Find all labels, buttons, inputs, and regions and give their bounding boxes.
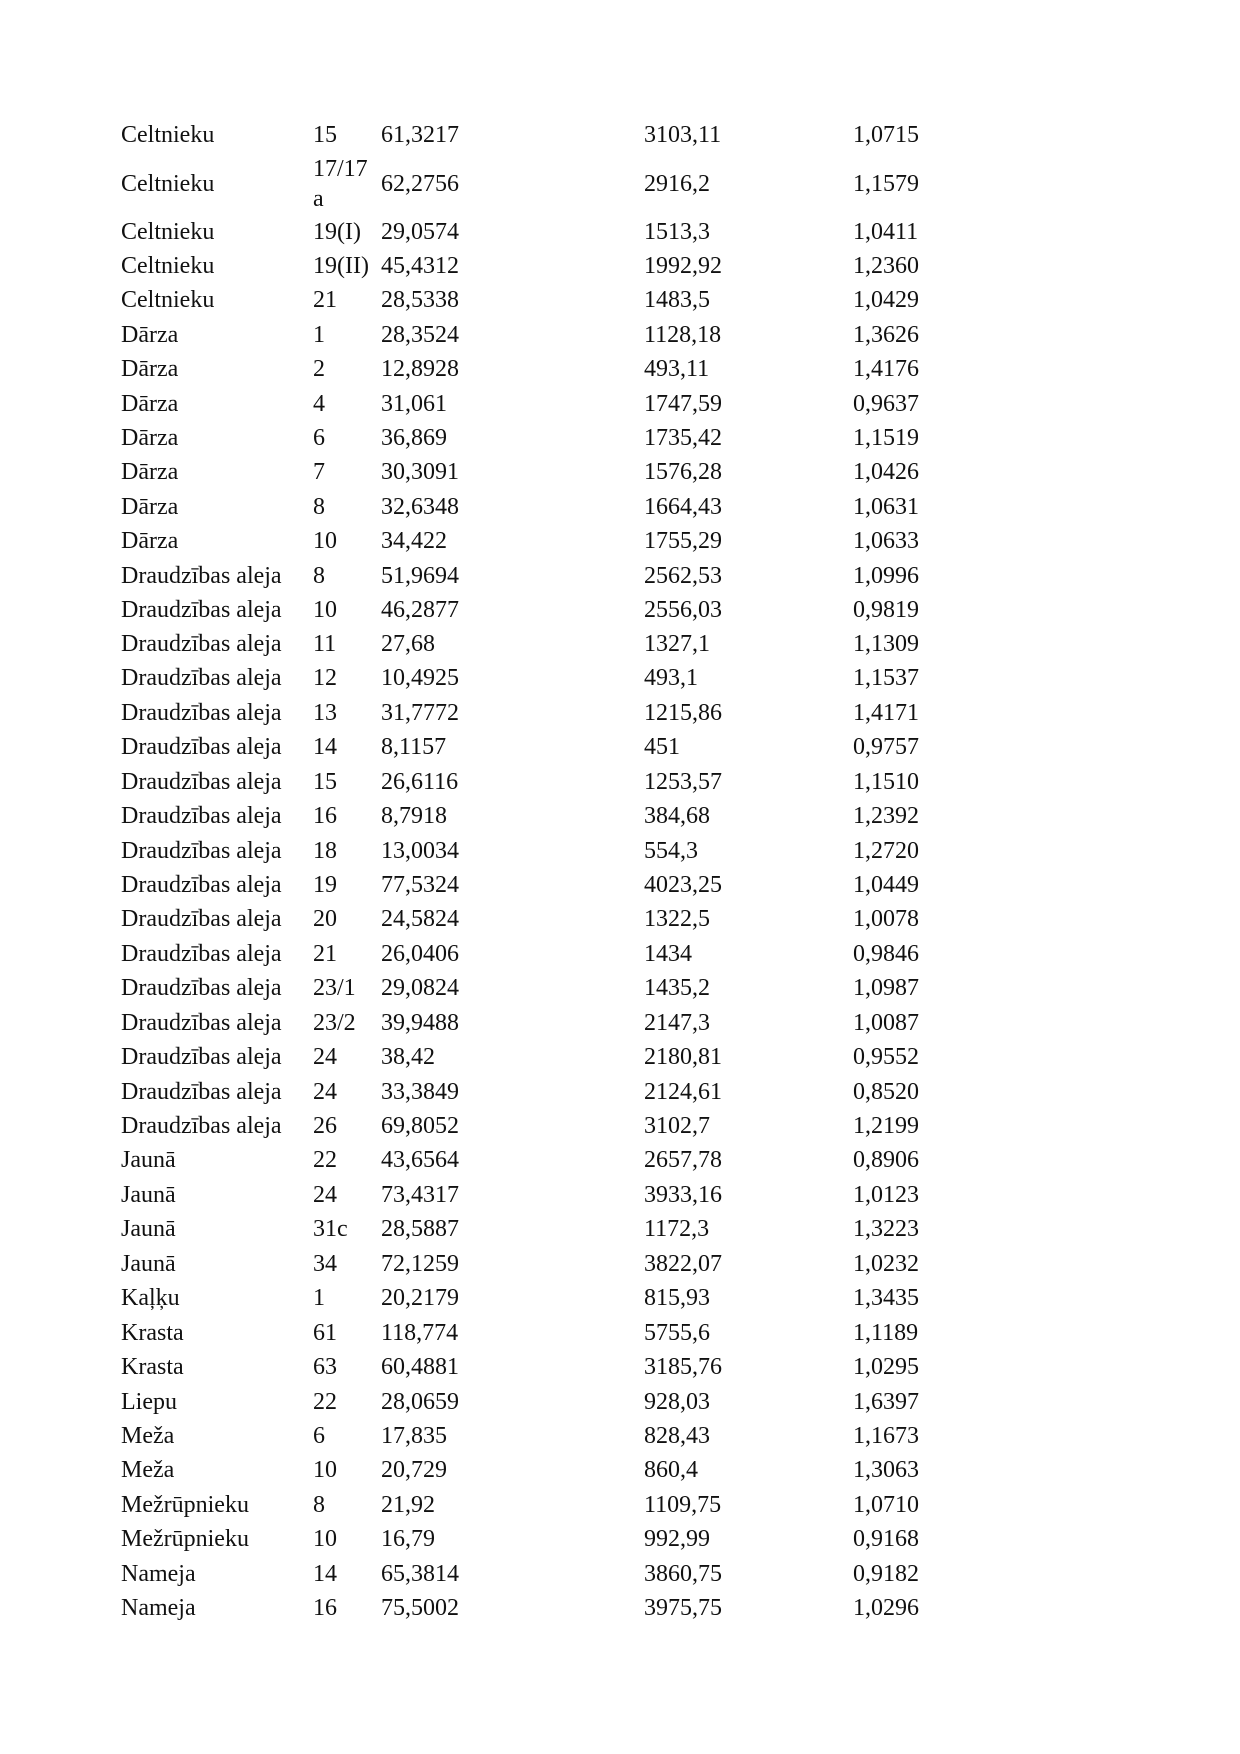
value-a: 31,7772 [381,700,459,726]
house-number: 8 [313,563,325,589]
value-c: 1,0087 [853,1010,919,1036]
house-number: 10 [313,528,337,554]
house-number: 23/2 [313,1010,356,1036]
value-c: 1,2392 [853,803,919,829]
street-name: Jaunā [121,1147,176,1173]
value-c: 1,0996 [853,563,919,589]
table-row [0,1247,1240,1281]
value-b: 554,3 [644,838,698,864]
street-name: Draudzības aleja [121,1010,282,1036]
value-a: 31,061 [381,391,447,417]
street-name: Dārza [121,425,179,451]
value-c: 0,8520 [853,1079,919,1105]
street-name: Dārza [121,494,179,520]
street-name: Draudzības aleja [121,734,282,760]
table-row [0,1040,1240,1074]
value-a: 77,5324 [381,872,459,898]
house-number: 24 [313,1079,337,1105]
street-name: Draudzības aleja [121,975,282,1001]
value-b: 1483,5 [644,287,710,313]
value-a: 62,2756 [381,171,459,197]
house-number: 22 [313,1147,337,1173]
value-b: 1664,43 [644,494,722,520]
house-number: 19(I) [313,219,361,245]
house-number: 63 [313,1354,337,1380]
street-name: Nameja [121,1561,196,1587]
value-a: 26,6116 [381,769,459,795]
table-row [0,661,1240,695]
house-number: 23/1 [313,975,356,1001]
street-name: Jaunā [121,1216,176,1242]
value-a: 26,0406 [381,941,459,967]
house-number: 12 [313,665,337,691]
value-c: 1,0633 [853,528,919,554]
value-b: 2657,78 [644,1147,722,1173]
value-b: 2124,61 [644,1079,722,1105]
value-c: 0,9637 [853,391,919,417]
value-b: 1327,1 [644,631,710,657]
house-number: 14 [313,1561,337,1587]
street-name: Kaļķu [121,1285,180,1311]
value-b: 384,68 [644,803,710,829]
value-b: 5755,6 [644,1320,710,1346]
value-b: 2562,53 [644,563,722,589]
value-b: 1434 [644,941,692,967]
value-a: 33,3849 [381,1079,459,1105]
house-number: 19(II) [313,253,369,279]
value-c: 1,2360 [853,253,919,279]
value-c: 1,0078 [853,906,919,932]
value-c: 1,0232 [853,1251,919,1277]
table-row [0,1453,1240,1487]
house-number: 15 [313,122,337,148]
value-a: 13,0034 [381,838,459,864]
table-row [0,1006,1240,1040]
table-row [0,937,1240,971]
street-name: Draudzības aleja [121,872,282,898]
value-b: 3975,75 [644,1595,722,1621]
house-number: 7 [313,459,325,485]
street-name: Celtnieku [121,253,215,279]
value-a: 60,4881 [381,1354,459,1380]
street-name: Mežrūpnieku [121,1492,249,1518]
value-b: 860,4 [644,1457,698,1483]
value-a: 32,6348 [381,494,459,520]
value-b: 2180,81 [644,1044,722,1070]
house-number: 6 [313,425,325,451]
value-c: 1,4171 [853,700,919,726]
value-a: 10,4925 [381,665,459,691]
value-a: 28,5338 [381,287,459,313]
street-name: Krasta [121,1320,184,1346]
house-number: 8 [313,494,325,520]
value-a: 28,3524 [381,322,459,348]
house-number: 10 [313,597,337,623]
table-row [0,156,1240,212]
value-c: 1,0429 [853,287,919,313]
value-b: 815,93 [644,1285,710,1311]
street-name: Meža [121,1423,175,1449]
house-number: 24 [313,1182,337,1208]
value-c: 0,9552 [853,1044,919,1070]
value-c: 1,1309 [853,631,919,657]
table-row [0,318,1240,352]
table-row [0,971,1240,1005]
street-name: Draudzības aleja [121,631,282,657]
value-c: 0,9757 [853,734,919,760]
value-c: 1,6397 [853,1389,919,1415]
street-name: Draudzības aleja [121,665,282,691]
value-c: 1,1519 [853,425,919,451]
value-c: 1,0123 [853,1182,919,1208]
table-row [0,1212,1240,1246]
street-name: Celtnieku [121,122,215,148]
street-name: Dārza [121,459,179,485]
table-row [0,1316,1240,1350]
table-row [0,1557,1240,1591]
table-row [0,524,1240,558]
street-name: Dārza [121,528,179,554]
value-a: 29,0574 [381,219,459,245]
street-name: Draudzības aleja [121,597,282,623]
house-number: 61 [313,1320,337,1346]
house-number: 19 [313,872,337,898]
value-c: 1,0411 [853,219,919,245]
value-a: 38,42 [381,1044,435,1070]
value-a: 61,3217 [381,122,459,148]
value-b: 828,43 [644,1423,710,1449]
street-name: Draudzības aleja [121,941,282,967]
house-number: 20 [313,906,337,932]
street-name: Dārza [121,391,179,417]
street-name: Draudzības aleja [121,1079,282,1105]
value-b: 2916,2 [644,171,710,197]
value-b: 3822,07 [644,1251,722,1277]
street-name: Jaunā [121,1182,176,1208]
street-name: Nameja [121,1595,196,1621]
table-row [0,1385,1240,1419]
value-b: 1992,92 [644,253,722,279]
value-a: 17,835 [381,1423,447,1449]
value-c: 1,4176 [853,356,919,382]
house-number: 34 [313,1251,337,1277]
value-c: 1,3063 [853,1457,919,1483]
table-row [0,421,1240,455]
value-a: 16,79 [381,1526,435,1552]
value-a: 118,774 [381,1320,459,1346]
street-name: Krasta [121,1354,184,1380]
value-a: 36,869 [381,425,447,451]
table-row [0,249,1240,283]
street-name: Draudzības aleja [121,803,282,829]
value-c: 1,1673 [853,1423,919,1449]
value-b: 4023,25 [644,872,722,898]
value-a: 8,7918 [381,803,447,829]
value-c: 1,0631 [853,494,919,520]
value-a: 24,5824 [381,906,459,932]
value-b: 2556,03 [644,597,722,623]
house-number: 8 [313,1492,325,1518]
house-number: 10 [313,1457,337,1483]
house-number: 24 [313,1044,337,1070]
value-b: 1253,57 [644,769,722,795]
table-row [0,118,1240,152]
value-b: 1215,86 [644,700,722,726]
table-row [0,455,1240,489]
value-a: 65,3814 [381,1561,459,1587]
value-b: 2147,3 [644,1010,710,1036]
value-a: 28,5887 [381,1216,459,1242]
value-a: 28,0659 [381,1389,459,1415]
value-c: 0,9819 [853,597,919,623]
table-row [0,1075,1240,1109]
value-a: 73,4317 [381,1182,459,1208]
value-b: 493,11 [644,356,710,382]
value-a: 8,1157 [381,734,447,760]
table-row [0,490,1240,524]
value-c: 1,3435 [853,1285,919,1311]
value-a: 51,9694 [381,563,459,589]
value-b: 1513,3 [644,219,710,245]
street-name: Dārza [121,322,179,348]
value-b: 1435,2 [644,975,710,1001]
value-b: 1322,5 [644,906,710,932]
value-a: 69,8052 [381,1113,459,1139]
value-c: 1,0426 [853,459,919,485]
value-c: 1,3626 [853,322,919,348]
table-row [0,902,1240,936]
table-row [0,593,1240,627]
value-a: 12,8928 [381,356,459,382]
house-number: 16 [313,1595,337,1621]
value-b: 1755,29 [644,528,722,554]
table-row [0,1591,1240,1625]
table-row [0,834,1240,868]
street-name: Draudzības aleja [121,1113,282,1139]
value-a: 34,422 [381,528,447,554]
house-number: 18 [313,838,337,864]
value-b: 493,1 [644,665,698,691]
street-name: Draudzības aleja [121,1044,282,1070]
value-a: 72,1259 [381,1251,459,1277]
table-row [0,283,1240,317]
table-row [0,1488,1240,1522]
street-name: Draudzības aleja [121,700,282,726]
house-number: 17/17a [313,156,368,212]
house-number: 1 [313,1285,325,1311]
table-row [0,1109,1240,1143]
value-b: 3185,76 [644,1354,722,1380]
value-a: 20,2179 [381,1285,459,1311]
table-row [0,696,1240,730]
value-b: 1128,18 [644,322,722,348]
value-b: 1109,75 [644,1492,722,1518]
value-a: 43,6564 [381,1147,459,1173]
value-c: 0,8906 [853,1147,919,1173]
table-row [0,868,1240,902]
table-row [0,352,1240,386]
house-number: 13 [313,700,337,726]
value-c: 1,1189 [853,1320,919,1346]
value-a: 39,9488 [381,1010,459,1036]
street-name: Draudzības aleja [121,838,282,864]
house-number: 26 [313,1113,337,1139]
table-row [0,799,1240,833]
street-name: Draudzības aleja [121,906,282,932]
value-b: 3103,11 [644,122,722,148]
value-c: 1,1510 [853,769,919,795]
value-a: 46,2877 [381,597,459,623]
table-row [0,627,1240,661]
house-number: 1 [313,322,325,348]
street-name: Liepu [121,1389,177,1415]
value-a: 21,92 [381,1492,435,1518]
value-a: 75,5002 [381,1595,459,1621]
street-name: Celtnieku [121,287,215,313]
house-number: 14 [313,734,337,760]
house-number: 15 [313,769,337,795]
value-b: 1576,28 [644,459,722,485]
table-row [0,1143,1240,1177]
street-name: Draudzības aleja [121,563,282,589]
house-number: 4 [313,391,325,417]
value-c: 1,2720 [853,838,919,864]
house-number: 6 [313,1423,325,1449]
value-c: 1,0715 [853,122,919,148]
table-row [0,730,1240,764]
value-b: 1747,59 [644,391,722,417]
table-row [0,1178,1240,1212]
table-row [0,215,1240,249]
table-row [0,1350,1240,1384]
value-c: 1,3223 [853,1216,919,1242]
street-name: Mežrūpnieku [121,1526,249,1552]
house-number: 11 [313,631,337,657]
table-row [0,1522,1240,1556]
value-b: 3860,75 [644,1561,722,1587]
table-row [0,559,1240,593]
value-b: 1172,3 [644,1216,710,1242]
house-number: 21 [313,287,337,313]
value-c: 1,0449 [853,872,919,898]
value-c: 1,2199 [853,1113,919,1139]
table-row [0,765,1240,799]
street-name: Celtnieku [121,219,215,245]
house-number: 22 [313,1389,337,1415]
value-c: 1,0987 [853,975,919,1001]
street-name: Celtnieku [121,171,215,197]
house-number: 10 [313,1526,337,1552]
table-row [0,387,1240,421]
value-c: 1,1579 [853,171,919,197]
value-b: 1735,42 [644,425,722,451]
value-c: 0,9846 [853,941,919,967]
value-c: 1,1537 [853,665,919,691]
value-a: 45,4312 [381,253,459,279]
value-b: 3933,16 [644,1182,722,1208]
value-c: 1,0710 [853,1492,919,1518]
value-a: 27,68 [381,631,435,657]
value-c: 1,0295 [853,1354,919,1380]
street-name: Jaunā [121,1251,176,1277]
table-row [0,1419,1240,1453]
street-name: Draudzības aleja [121,769,282,795]
house-number: 16 [313,803,337,829]
street-name: Dārza [121,356,179,382]
value-a: 29,0824 [381,975,459,1001]
house-number: 21 [313,941,337,967]
house-number: 2 [313,356,325,382]
value-a: 20,729 [381,1457,447,1483]
value-c: 0,9168 [853,1526,919,1552]
value-a: 30,3091 [381,459,459,485]
value-b: 3102,7 [644,1113,710,1139]
value-c: 0,9182 [853,1561,919,1587]
value-b: 451 [644,734,680,760]
value-b: 992,99 [644,1526,710,1552]
value-b: 928,03 [644,1389,710,1415]
house-number: 31c [313,1216,348,1242]
street-name: Meža [121,1457,175,1483]
table-row [0,1281,1240,1315]
value-c: 1,0296 [853,1595,919,1621]
